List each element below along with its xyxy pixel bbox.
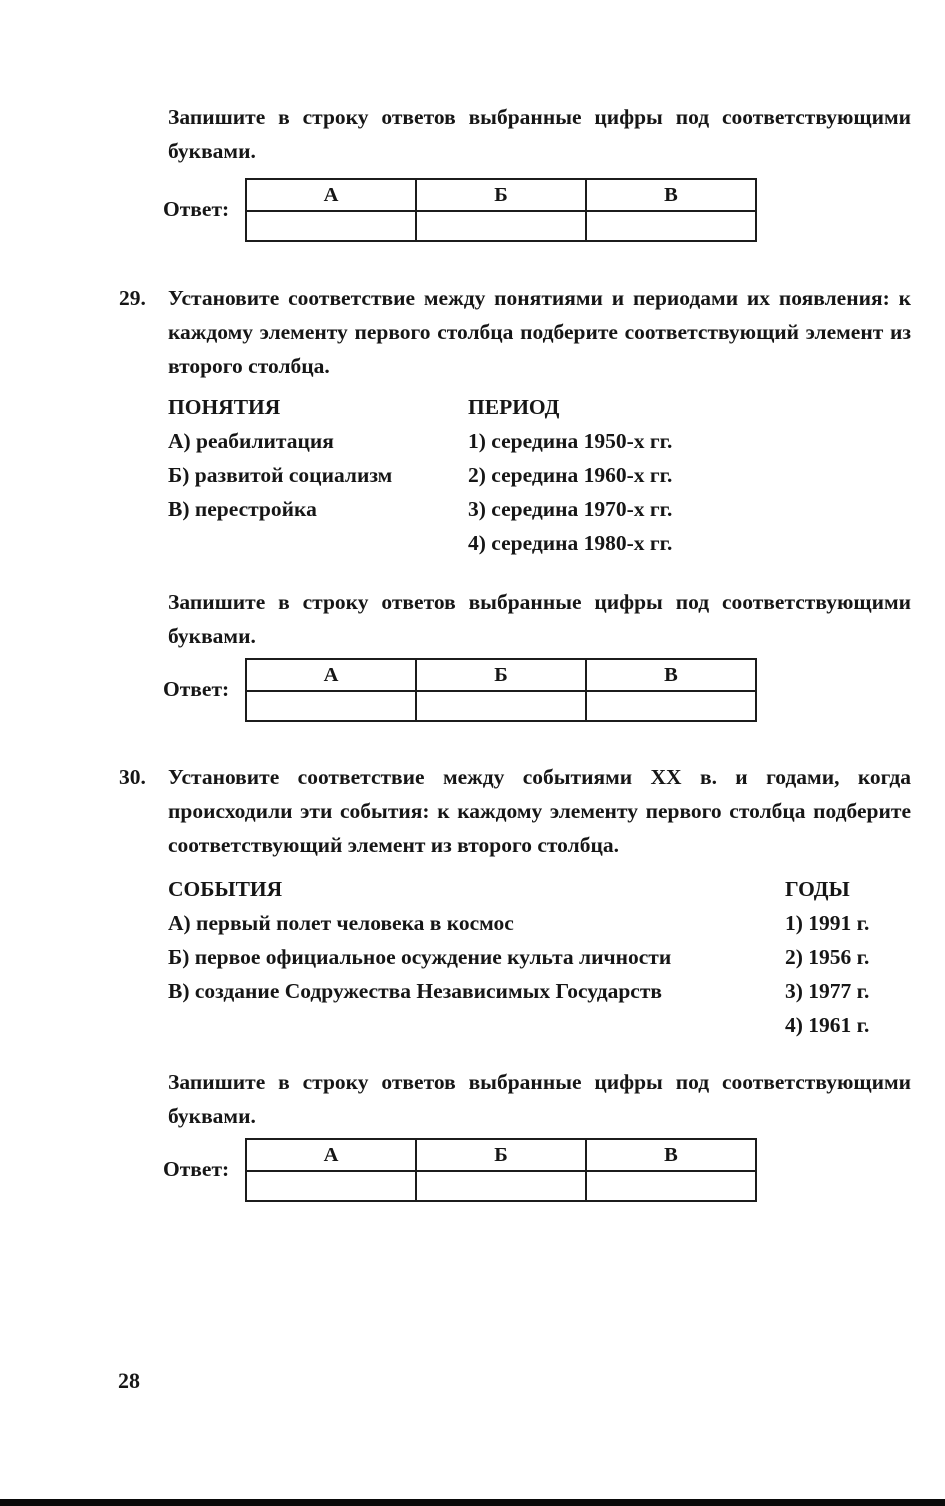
answer-cell-v — [586, 211, 756, 241]
question-29 — [0, 281, 945, 383]
question-29-text: Установите соответствие между понятиями и периодами их появления: к каждому элементу первого столбца подберите соответствующий элемент из второго столбца. — [168, 286, 911, 378]
question-29-matching — [0, 390, 945, 580]
answer-table — [245, 1138, 757, 1202]
question-29-number: 29. — [119, 286, 146, 310]
instruction-text: Запишите в строку ответов выбранные цифры под соответствующими буквами. — [168, 590, 911, 648]
answer-cell-a — [246, 691, 416, 721]
answer-cell-b — [416, 211, 586, 241]
answer-col-header-v: В — [586, 179, 756, 211]
answer-cell-b — [416, 691, 586, 721]
answer-col-header-b: Б — [416, 659, 586, 691]
instruction-text: Запишите в строку ответов выбранные цифры под соответствующими буквами. — [168, 105, 911, 163]
answer-cell-b — [416, 1171, 586, 1201]
match-item: 1) середина 1950-х гг. — [468, 429, 673, 453]
answer-label: Ответ: — [163, 1157, 230, 1181]
q29-right-header: ПЕРИОД — [468, 395, 560, 419]
match-item: 4) 1961 г. — [785, 1013, 870, 1037]
match-item: 4) середина 1980-х гг. — [468, 531, 673, 555]
match-item: Б) первое официальное осуждение культа личности — [168, 945, 672, 969]
match-item: В) перестройка — [168, 497, 317, 521]
answer-table-header-row — [246, 659, 756, 691]
answer-cell-a — [246, 1171, 416, 1201]
answer-col-header-b: Б — [416, 1139, 586, 1171]
question-30-number: 30. — [119, 765, 146, 789]
match-item: А) реабилитация — [168, 429, 334, 453]
answer-table-blank-row — [246, 1171, 756, 1201]
match-item: 2) 1956 г. — [785, 945, 870, 969]
answer-cell-v — [586, 691, 756, 721]
answer-table — [245, 658, 757, 722]
answer-col-header-a: А — [246, 659, 416, 691]
question-30-matching — [0, 872, 945, 1052]
q29-right-column — [468, 390, 672, 560]
q29-left-column — [168, 390, 392, 526]
scan-edge-artifact — [0, 1499, 945, 1506]
answer-instruction-3 — [0, 1065, 945, 1133]
answer-col-header-v: В — [586, 1139, 756, 1171]
q30-left-column — [168, 872, 671, 1008]
q30-right-header: ГОДЫ — [785, 877, 850, 901]
match-item: 3) середина 1970-х гг. — [468, 497, 673, 521]
q29-left-header: ПОНЯТИЯ — [168, 395, 281, 419]
answer-block-1 — [0, 178, 945, 244]
q30-right-column — [785, 872, 869, 1042]
match-item: Б) развитой социализм — [168, 463, 393, 487]
answer-block-3 — [0, 1138, 945, 1204]
answer-cell-a — [246, 211, 416, 241]
match-item: В) создание Содружества Независимых Государств — [168, 979, 662, 1003]
answer-label: Ответ: — [163, 677, 230, 701]
answer-table-header-row — [246, 179, 756, 211]
match-item: 1) 1991 г. — [785, 911, 870, 935]
answer-table-blank-row — [246, 691, 756, 721]
instruction-text: Запишите в строку ответов выбранные цифры под соответствующими буквами. — [168, 1070, 911, 1128]
match-item: 2) середина 1960-х гг. — [468, 463, 673, 487]
answer-table-blank-row — [246, 211, 756, 241]
match-item: 3) 1977 г. — [785, 979, 870, 1003]
answer-table-header-row — [246, 1139, 756, 1171]
answer-col-header-b: Б — [416, 179, 586, 211]
match-item: А) первый полет человека в космос — [168, 911, 514, 935]
answer-instruction-2 — [0, 585, 945, 653]
answer-table — [245, 178, 757, 242]
page-number: 28 — [118, 1368, 140, 1393]
answer-label: Ответ: — [163, 197, 230, 221]
answer-instruction-1 — [0, 100, 945, 168]
answer-col-header-v: В — [586, 659, 756, 691]
answer-col-header-a: А — [246, 179, 416, 211]
answer-block-2 — [0, 658, 945, 724]
answer-cell-v — [586, 1171, 756, 1201]
question-30 — [0, 760, 945, 862]
q30-left-header: СОБЫТИЯ — [168, 877, 283, 901]
question-30-text: Установите соответствие между событиями XX в. и годами, когда происходили эти события: к каждому элементу первого столбца подберите соответствующий элемент из второго столбца. — [168, 765, 911, 857]
answer-col-header-a: А — [246, 1139, 416, 1171]
